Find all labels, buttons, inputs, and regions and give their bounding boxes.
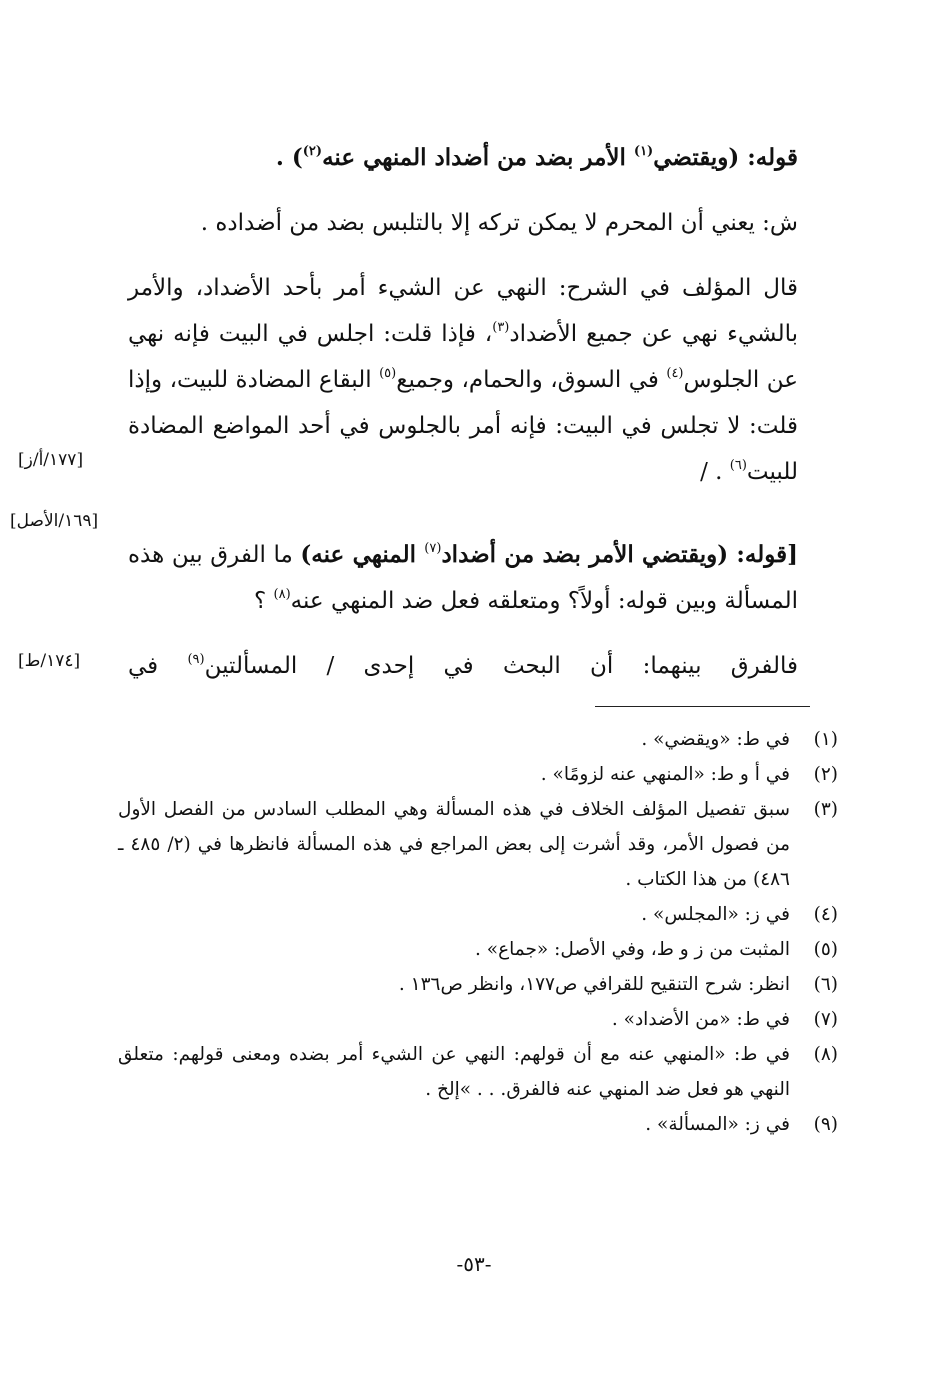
footnote-5 [118,932,838,967]
footnote-text: في أ و ط: «المنهي عنه لزومًا» . [540,764,790,785]
footnote-2 [118,757,838,792]
paragraph-text: في السوق، والحمام، وجميع [396,367,667,393]
footnotes [118,722,838,1142]
footnote-3 [118,792,838,897]
page-number: -٥٣- [456,1252,492,1276]
paragraph-bold-text: [قوله: (ويقتضي الأمر بضد من أضداد [441,541,798,568]
footnote-ref: (٢) [302,144,323,159]
footnote-text: في ط: «المنهي عنه مع أن قولهم: النهي عن الشيء أمر بضده ومعنى قولهم: متعلق النهي هو فعل ضد المنهي عنه فالفرق. . . »إلخ . [118,1044,790,1100]
footnote-ref: (٩) [187,652,205,667]
footnote-number: (٦) [813,974,838,995]
heading-qawluh-1 [128,138,798,178]
footnote-8 [118,1037,838,1107]
footnote-ref: (٧) [424,541,442,556]
margin-note-t: [١٧٤/ط] [18,651,81,671]
margin-note-asl: [١٦٩/الأصل] [10,511,99,531]
footnote-ref: (٦) [729,458,747,473]
footnote-ref: (٨) [273,587,291,602]
footnote-number: (٨) [813,1044,838,1065]
sharh-line: ش: يعني أن المحرم لا يمكن تركه إلا بالتلبس بضد من أضداده . [200,210,798,236]
footnote-separator [595,706,810,707]
footnote-text: سبق تفصيل المؤلف الخلاف في هذه المسألة وهي المطلب السادس من الفصل الأول من فصول الأمر، وقد أشرت إلى بعض المراجع في هذه المسألة فانظرها في (٢/ ٤٨٥ ـ ٤٨٦) من هذا الكتاب . [118,799,790,890]
footnote-7 [118,1002,838,1037]
footnote-ref: (٤) [666,366,684,381]
footnote-4 [118,897,838,932]
footnote-ref: (١) [633,144,654,159]
footnote-9 [118,1107,838,1142]
paragraph-text: ما الفرق بين هذه المسألة وبين قوله: أولاً؟ ومتعلقه فعل ضد المنهي عنه [128,542,798,614]
paragraph-qawluh-2 [128,532,798,624]
heading-text: ) . [275,144,303,171]
paragraph-text: فالفرق بينهما: أن البحث في إحدى / المسألتين [204,653,798,679]
footnote-text: في ز: «المسألة» . [645,1114,790,1135]
margin-note-z: [١٧٧/أ/ز] [18,450,84,470]
footnote-text: انظر: شرح التنقيح للقرافي ص١٧٧، وانظر ص١٣٦ . [398,974,790,995]
footnote-text: المثبت من ز و ط، وفي الأصل: «جماع» . [475,939,790,960]
footnote-text: في ط: «من الأضداد» . [611,1009,790,1030]
footnote-number: (٢) [813,764,838,785]
paragraph-bold-text: المنهي عنه) [300,541,425,568]
footnote-text: في ز: «المجلس» . [641,904,790,925]
footnote-number: (٣) [813,799,838,820]
footnote-number: (٤) [813,904,838,925]
footnote-ref: (٥) [379,366,397,381]
paragraph-text: . / [700,459,730,485]
paragraph-qal-muallif [128,265,798,495]
heading-text: قوله: (ويقتضي [653,144,798,171]
footnote-ref: (٣) [492,320,510,335]
footnote-1 [118,722,838,757]
paragraph-text: في [128,653,188,679]
footnote-number: (٥) [813,939,838,960]
footnote-number: (٧) [813,1009,838,1030]
footnote-6 [118,967,838,1002]
paragraph-text: قال المؤلف في الشرح: النهي عن الشيء أمر بأحد الأضداد، والأمر بالشيء نهي عن جميع الأضداد [128,275,798,347]
footnote-number: (١) [813,729,838,750]
heading-text: الأمر بضد من أضداد المنهي عنه [322,144,634,171]
footnote-number: (٩) [813,1114,838,1135]
paragraph-text: ؟ [253,588,274,614]
paragraph-text: البقاع المضادة للبيت، وإذا قلت: لا تجلس في البيت: فإنه أمر بالجلوس في أحد المواضع المضادة للبيت [128,367,798,485]
paragraph-farq-line [128,644,798,688]
footnote-text: في ط: «ويقضي» . [641,729,790,750]
paragraph-text: ، فإذا قلت: اجلس في البيت فإنه نهي عن الجلوس [128,321,798,393]
